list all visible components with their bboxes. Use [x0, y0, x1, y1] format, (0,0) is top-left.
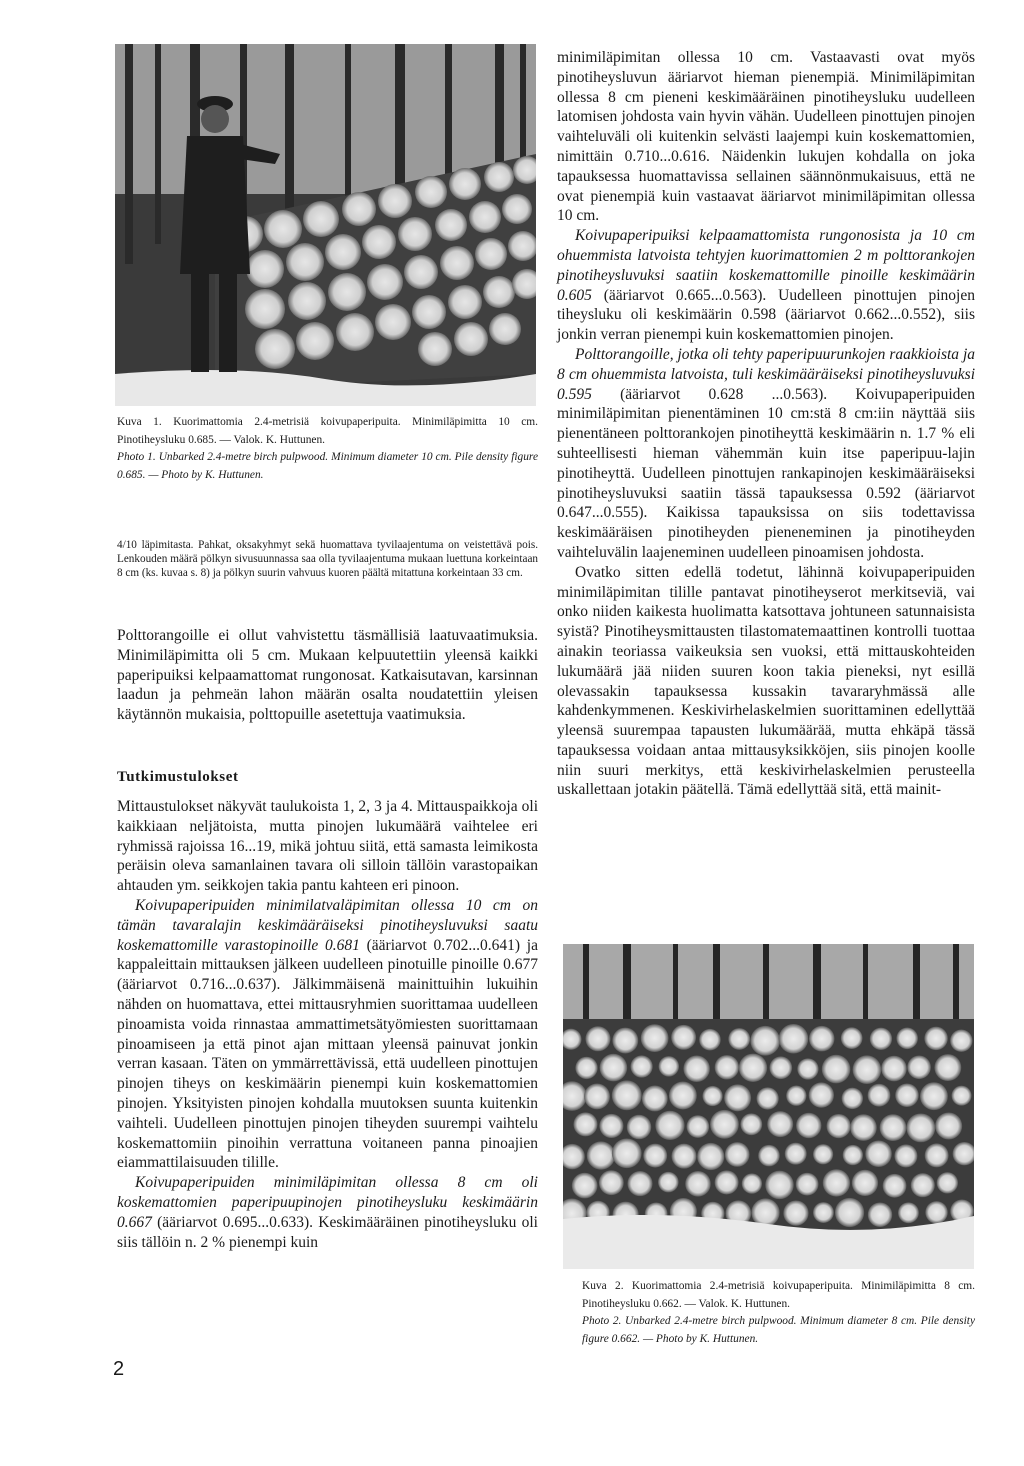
log-end — [895, 1083, 919, 1107]
log-end — [725, 1142, 750, 1167]
log-end — [796, 1113, 821, 1138]
log-end — [642, 1086, 668, 1112]
log-end — [813, 1202, 834, 1223]
log-end — [587, 1141, 615, 1169]
paragraph-rest: (ääriarvot 0.628 ...0.563). Koivupaperipuiden minimiläpimitan pienentäminen 10 cm:stä 8 cm:iin näyttää siis pienentäneen polttorankojen pinotiheyttä keskimäärin n. 1.7 % eli suhteellisesti hieman vähemmän kuin itse paperipuu-lajin pinotiheyttä. Uudelleen pinottujen rankapinojen keskimääräiseksi pinotiheysluvuksi saatiin tässä tapauksessa 0.592 (ääriarvot 0.647...0.555). Kaikissa tapauksissa on siis todettavissa keskimääräisen pinotiheyden pieneneminen ja pinotiheyden vaihteluvälin laajeneminen uudelleen pinoamisen johdosta. — [557, 385, 975, 561]
log-end — [765, 1171, 794, 1200]
log-end — [911, 1173, 935, 1197]
log-end — [739, 1054, 767, 1082]
log-end — [881, 1056, 907, 1082]
log-end — [934, 1054, 961, 1081]
paragraph-emphasis: Polttorangoille, jotka oli tehty paperipuurunkojen raakkioista ja 8 cm ohuemmista latvoista, tuli keskimääräiseksi pinotiheysluvuksi 0.595 — [557, 345, 975, 403]
log-end — [924, 1027, 948, 1051]
log-end — [952, 1086, 972, 1106]
log-end — [906, 1113, 935, 1142]
log-end — [573, 1112, 597, 1136]
log-end — [599, 1114, 623, 1138]
log-end — [612, 1080, 642, 1110]
right-column-body — [557, 48, 975, 800]
log-end — [600, 1054, 628, 1082]
paragraph — [117, 1173, 538, 1252]
page-number: 2 — [113, 1358, 125, 1380]
log-end — [669, 1082, 697, 1110]
log-end — [779, 1024, 809, 1054]
log-end — [898, 1202, 919, 1223]
log-end — [883, 1174, 907, 1198]
log-end — [896, 1028, 918, 1050]
photo-2-image — [563, 944, 974, 1269]
log-end — [671, 1144, 696, 1169]
paragraph: Ovatko sitten edellä todetut, lähinnä koivupaperipuiden minimiläpimitan tilille pantavat pinotiheyserot merkitseviä, vai onko niiden kaikesta huolimatta katsottava johtuneen satunnaisista syistä? Pinotiheysmittausten tilastomatemaattinen kontrolli tuottaa ainakin teoriassa vaikeuksia sen vuoksi, että mittauskohteiden lukumäärä jää niiden suuren koon takia pieneksi, nyt esillä olevassakin tapauksessa kussakin tavararyhmässä alle kahdenkymmenen. Keskivirhelaskelmien suorittaminen edellyttää yleensä suurempaa tapausten lukumäärää, mutta ehkäpä tässä tapauksessa voidaan antaa mittausyksikköjen, siis pinojen koolle niin suuri merkitys, että keskivirhelaskelmien perusteella uskallettaan jotakin päätellä. Tämä edellyttää sitä, että mainit- — [557, 563, 975, 799]
log-end — [925, 1143, 949, 1167]
log-end — [786, 1085, 806, 1105]
log-end — [813, 1144, 833, 1164]
log-end — [925, 1201, 947, 1223]
log-end — [822, 1055, 851, 1084]
log-end — [710, 1110, 739, 1139]
photo-2-caption — [582, 1278, 975, 1348]
log-end — [853, 1055, 882, 1084]
log-end — [750, 1026, 780, 1056]
paragraph — [117, 896, 538, 1173]
photo-2-caption-fi: Kuva 2. Kuorimattomia 2.4-metrisiä koivupaperipuita. Minimiläpimitta 8 cm. Pinotiheysluku 0.662. — Valok. K. Huttunen. — [582, 1280, 975, 1310]
log-end — [728, 1028, 750, 1050]
log-end — [809, 1026, 835, 1052]
log-end — [702, 1086, 722, 1106]
paragraph — [557, 226, 975, 345]
log-end — [843, 1145, 863, 1165]
log-end — [852, 1170, 878, 1196]
log-end — [907, 1056, 931, 1080]
log-end — [630, 1055, 652, 1077]
log-end — [767, 1111, 793, 1137]
log-end — [850, 1114, 877, 1141]
photo-2 — [563, 944, 974, 1269]
paragraph: Mittaustulokset näkyvät taulukoista 1, 2, 3 ja 4. Mittauspaikkoja oli kaikkiaan neljätoista, mutta pinojen lukumäärä vaihtelee eri ryhmissä rajoissa 16...19, mikä johtuu siitä, että samasta leimikosta peräisin oleva samanlainen tavara oli silloin tällöin varastopaikan ahtauden ym. seikkojen takia pantu kahteen eri pinoon. — [117, 798, 538, 895]
log-end — [935, 1112, 962, 1139]
paragraph: minimiläpimitan ollessa 10 cm. Vastaavasti ovat myös pinotiheysluvun ääriarvot hieman pienempiä. Minimiläpimitan ollessa 8 cm pieneni keskimääräinen pinotiheysluku uudelleen latomisen johdosta vain hyvin vähän. Uudelleen pinottujen pinojen vaihteluväli oli kuitenkin selvästi laajempi kuin koskemattomien, nimittäin 0.710...0.616. Näidenkin lukujen kohdalla on joka tapauksessa huomattavissa sellainen säännönmukaisuus, että ne ovat pienempiä kuin vastaavat ääriarvot minimiläpimitan ollessa 10 cm. — [557, 49, 975, 225]
photo-1-caption — [117, 414, 538, 484]
paragraph-rest: (ääriarvot 0.665...0.563). Uudelleen pinottujen pinojen tiheysluku oli keskimäärin 0.598 (ääriarvot 0.662...0.552), siis jonkin verran pienempi kuin koskemattomien pinojen. — [557, 286, 975, 344]
log-end — [950, 1030, 972, 1052]
log-end — [796, 1173, 819, 1196]
photo-1-caption-fi: Kuva 1. Kuorimattomia 2.4-metrisiä koivupaperipuita. Minimiläpimitta 10 cm. Pinotiheysluku 0.685. — Valok. K. Huttunen. — [117, 416, 538, 446]
log-end — [835, 1198, 864, 1227]
log-end — [894, 1144, 917, 1167]
log-end — [937, 1172, 958, 1193]
paragraph: Polttorangoille ei ollut vahvistettu täsmällisiä laatuvaatimuksia. Minimiläpimitta oli 5 cm. Mukaan kelpuutettiin yleensä kaikki paperipuiksi kelpaamattomat rungonosat. Katkaisutavan, karsinnan laadun ja pehmeän lahon määrän osalta noudatettiin yleisen käytännön mukaisia, polttopuille asetettuja vaatimuksia. — [117, 627, 538, 724]
log-end — [641, 1024, 669, 1052]
log-end — [659, 1056, 679, 1076]
log-end — [658, 1172, 679, 1193]
left-small-print: 4/10 läpimitasta. Pahkat, oksakyhmyt sekä huomattava tyvilaajentuma on veistettävä pois. Lenkouden määrä pölkyn sivusuunnassa saa olla tyvilaajentuma mukaan luettuna korkeintaan 8 cm (ks. kuvaa s. 8) ja pölkyn suurin vahvuus kuoren päältä mitattuna korkeintaan 33 cm. — [117, 539, 538, 580]
log-end — [612, 1028, 638, 1054]
log-end — [699, 1029, 721, 1051]
log-end — [685, 1171, 711, 1197]
log-end — [572, 1173, 598, 1199]
log-end — [797, 1058, 818, 1079]
photo-1-caption-en: Photo 1. Unbarked 2.4-metre birch pulpwood. Minimum diameter 10 cm. Pile density figure 0.685. — Photo by K. Huttunen. — [117, 451, 538, 481]
log-end — [683, 1055, 709, 1081]
log-end — [585, 1026, 610, 1051]
log-end — [740, 1113, 762, 1135]
log-end — [715, 1055, 739, 1079]
log-end — [724, 1084, 751, 1111]
log-end — [880, 1114, 907, 1141]
log-end — [809, 1082, 834, 1107]
log-end — [756, 1087, 778, 1109]
log-end — [599, 1170, 624, 1195]
log-end — [920, 1082, 948, 1110]
log-end — [758, 1145, 780, 1167]
paragraph-emphasis: Koivupaperipuiden minimilatvaläpimitan ollessa 10 cm on tämän tavaralajin keskimääräiseksi pinotiheysluvuksi saatu koskemattomille varastopinoille 0.681 — [117, 896, 538, 954]
left-column-body — [117, 626, 538, 725]
photo-2-caption-en: Photo 2. Unbarked 2.4-metre birch pulpwood. Minimum diameter 8 cm. Pile density figure 0.662. — Photo by K. Huttunen. — [582, 1315, 975, 1345]
log-end — [870, 1028, 892, 1050]
log-end — [671, 1025, 696, 1050]
log-end — [584, 1084, 610, 1110]
log-end — [868, 1202, 892, 1226]
paragraph-rest: (ääriarvot 0.702...0.641) ja kappaleittain mittauksen jälkeen uudelleen pinotuille pinoille 0.677 (ääriarvot 0.716...0.637). Jälkimmäisenä mainittuihin lukuihin nähden on huomattava, ettei mittausryhmien suorittamaa uudelleen pinoamista voida rinnastaa ammattimetsätyömiesten suorittamaan pinoamiseen ja että pinot ajan mittaan yleensä painuvat jonkin verran kasaan. Täten on ymmärrettävissä, että uudelleen pinottujen pinojen tiheys on keskimäärin pienempi kuin koskemattomien pinojen. Yksityisten pinojen kohdalla muutoksen suunta kuitenkin vaihteli. Uudelleen pinottujen pinojen tiheyden suurempi vaihtelu koskemattomiin pinoihin verrattuna voitaneen panna pinoajien eiammattilaisuuden tilille. — [117, 936, 538, 1172]
paragraph — [557, 345, 975, 563]
log-end — [715, 1170, 739, 1194]
log-end — [841, 1027, 863, 1049]
log-end — [612, 1138, 642, 1168]
photo-1 — [115, 44, 536, 406]
log-end — [643, 1144, 667, 1168]
log-end — [785, 1143, 807, 1165]
log-end — [697, 1143, 724, 1170]
paragraph-emphasis: Koivupaperipuiden minimiläpimitan ollessa 8 cm oli koskemattomien paperipuupinojen pinotiheysluku keskimäärin 0.667 — [117, 1174, 538, 1231]
log-end — [842, 1088, 863, 1109]
left-column-results — [117, 797, 538, 1252]
log-end — [687, 1115, 710, 1138]
paragraph-emphasis: Koivupaperipuiksi kelpaamattomista rungonosista ja 10 cm ohuemmista latvoista tehtyjen kuorimattomien 2 m polttorankojen pinotiheysluvuksi saatiin koskemattomille pinoille keskimäärin 0.605 — [557, 227, 975, 304]
section-heading-text: Tutkimustulokset — [117, 769, 239, 785]
log-end — [823, 1169, 850, 1196]
section-heading — [117, 769, 538, 786]
log-end — [783, 1200, 808, 1225]
photo-1-image — [115, 44, 536, 406]
paragraph-rest: (ääriarvot 0.695...0.633). Keskimääräinen pinotiheysluku oli siis tällöin n. 2 % pienempi kuin — [117, 1213, 538, 1251]
log-end — [868, 1084, 891, 1107]
log-end — [655, 1111, 684, 1140]
log-end — [627, 1171, 652, 1196]
log-end — [742, 1173, 762, 1193]
log-end — [865, 1140, 892, 1167]
log-end — [769, 1056, 792, 1079]
log-end — [827, 1114, 851, 1138]
log-end — [627, 1115, 652, 1140]
log-end — [575, 1057, 597, 1079]
